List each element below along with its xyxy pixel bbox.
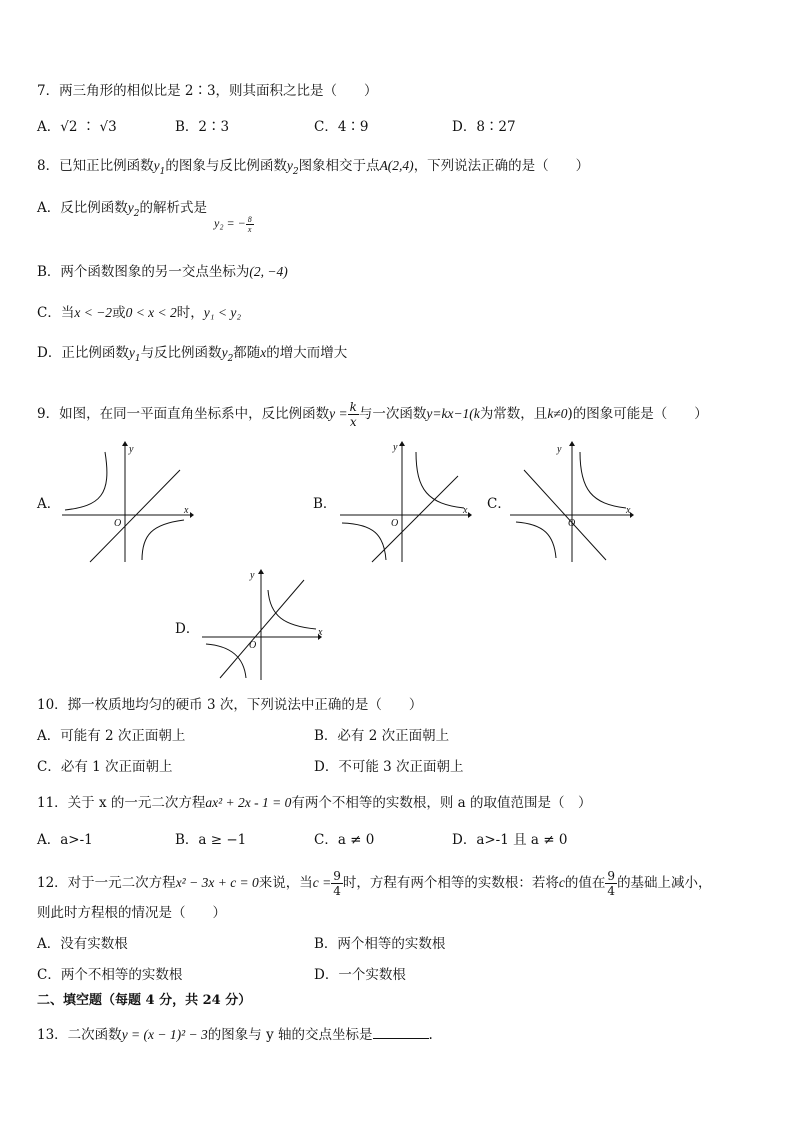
graph-d-hyperbola-lower bbox=[206, 644, 246, 678]
graph-b-line bbox=[372, 476, 458, 562]
q8-option-d-sub2: 2 bbox=[227, 354, 234, 364]
q8-option-d-x: x bbox=[260, 345, 267, 360]
graph-b-y-label: y bbox=[393, 442, 398, 453]
q8-option-d[interactable] bbox=[37, 344, 347, 368]
q9-k: k bbox=[473, 406, 480, 421]
q9-stem-part2: 与一次函数 bbox=[358, 406, 427, 422]
q8-option-c-cond1: x < −2 bbox=[74, 305, 113, 320]
graph-a-hyperbola-lower bbox=[142, 520, 184, 560]
q8-option-c-or: 或 bbox=[112, 305, 126, 321]
q8-stem-part4: ，下列说法正确的是（ ） bbox=[413, 158, 590, 174]
q12-frac-den: 4 bbox=[333, 884, 341, 898]
q8-option-a-tail: 的解析式是 bbox=[139, 200, 207, 216]
q12-c: c bbox=[558, 875, 565, 890]
q9-frac-num: k bbox=[349, 400, 357, 414]
graph-d-y-label: y bbox=[250, 570, 255, 581]
q9-kne: k≠0 bbox=[547, 406, 568, 421]
q7-stem: 7．两三角形的相似比是 2∶3，则其面积之比是（ ） bbox=[37, 83, 378, 99]
q11-equation: ax² + 2x - 1 = 0 bbox=[205, 795, 292, 810]
q8-option-c-when: 时， bbox=[176, 305, 204, 321]
graph-a-y-label: y bbox=[129, 444, 134, 455]
q8-option-a[interactable] bbox=[37, 199, 207, 223]
graph-c-origin: O bbox=[568, 518, 576, 529]
section-2-title: 二、填空题（每题 4 分，共 24 分） bbox=[37, 993, 252, 1008]
q13-answer-blank[interactable] bbox=[373, 1026, 429, 1039]
q7-option-b[interactable]: B．2∶3 bbox=[175, 119, 230, 135]
graph-b-origin: O bbox=[391, 518, 399, 529]
q11-option-a[interactable]: A．a>-1 bbox=[37, 832, 93, 848]
q12-frac-num: 9 bbox=[333, 869, 341, 883]
q10-option-c[interactable]: C．必有 1 次正面朝上 bbox=[37, 759, 173, 775]
q12-stem-part1: 12．对于一元二次方程 bbox=[37, 875, 176, 891]
q8-option-c[interactable] bbox=[37, 304, 241, 322]
q9-frac-den: x bbox=[349, 415, 357, 429]
q12-frac2-num: 9 bbox=[607, 869, 616, 883]
q10-option-d[interactable]: D．不可能 3 次正面朝上 bbox=[314, 759, 464, 775]
q9-stem-part3: 为常数，且 bbox=[479, 406, 548, 422]
q8-formula-lhs: y₂ = − bbox=[214, 216, 246, 230]
q12-stem-part2: 来说，当 bbox=[258, 875, 313, 891]
q9-graph-d[interactable] bbox=[200, 568, 330, 683]
graph-a-y-arrow bbox=[122, 441, 128, 446]
q8-y2-sub: 2 bbox=[292, 167, 299, 177]
q13-stem bbox=[37, 1026, 433, 1044]
graph-c-y-label: y bbox=[557, 444, 562, 455]
q13-stem-end: . bbox=[428, 1027, 433, 1043]
q9-stem bbox=[37, 400, 708, 429]
q9-graph-b[interactable] bbox=[338, 440, 473, 565]
graph-a-x-arrow bbox=[190, 512, 194, 518]
q8-option-d-mid2: 都随 bbox=[233, 345, 261, 361]
q8-y1-sub: 1 bbox=[159, 167, 166, 177]
graph-b-x-arrow bbox=[468, 512, 472, 518]
q8-option-a-text: A．反比例函数 bbox=[37, 200, 128, 216]
graph-b-hyperbola-upper bbox=[416, 452, 464, 508]
q8-option-b-point: (2, −4) bbox=[249, 264, 288, 279]
graph-d-origin: O bbox=[249, 640, 257, 651]
graph-a-x-label: x bbox=[184, 505, 189, 516]
q8-option-d-y1: y bbox=[128, 345, 135, 360]
q9-stem-part1: 9．如图，在同一平面直角坐标系中，反比例函数 bbox=[37, 406, 330, 422]
graph-a-hyperbola-upper bbox=[65, 452, 107, 510]
q8-option-d-sub1: 1 bbox=[134, 354, 141, 364]
q8-option-d-text: D．正比例函数 bbox=[37, 345, 129, 361]
q12-option-c[interactable]: C．两个不相等的实数根 bbox=[37, 967, 183, 983]
q11-option-b[interactable]: B．a ≥ −1 bbox=[175, 832, 247, 848]
q11-stem-part2: 有两个不相等的实数根，则 a 的取值范围是（ ） bbox=[291, 795, 592, 811]
q8-option-d-mid: 与反比例函数 bbox=[140, 345, 222, 361]
q9-label-c[interactable]: C． bbox=[487, 496, 511, 512]
q13-stem-part1: 13．二次函数 bbox=[37, 1027, 122, 1043]
q8-formula-num: 8 bbox=[247, 214, 252, 224]
graph-d-line bbox=[220, 580, 304, 678]
q9-linear: y=kx−1( bbox=[426, 406, 474, 421]
graph-a-origin: O bbox=[114, 518, 122, 529]
q8-y2: y bbox=[286, 158, 293, 173]
graph-a-line bbox=[90, 470, 180, 562]
q11-stem bbox=[37, 794, 592, 812]
q11-stem-part1: 11．关于 x 的一元二次方程 bbox=[37, 795, 206, 811]
q12-stem-line2: 则此时方程根的情况是（ ） bbox=[37, 905, 226, 921]
q8-y1: y bbox=[153, 158, 160, 173]
q8-option-b[interactable] bbox=[37, 263, 288, 281]
q9-stem-part4: )的图象可能是（ ） bbox=[567, 406, 708, 422]
q9-graph-a[interactable] bbox=[60, 440, 195, 565]
q12-stem-part5: 的基础上减小， bbox=[617, 875, 712, 891]
q12-stem-part3: 时，方程有两个相等的实数根：若将 bbox=[342, 875, 559, 891]
q9-label-b[interactable]: B． bbox=[313, 496, 337, 512]
q10-option-a[interactable]: A．可能有 2 次正面朝上 bbox=[37, 728, 186, 744]
q8-option-c-cond2: 0 < x < 2 bbox=[125, 305, 177, 320]
q7-option-a[interactable]: A．√2 ∶ √3 bbox=[37, 119, 117, 135]
graph-c-x-arrow bbox=[630, 512, 634, 518]
q12-equation: x² − 3x + c = 0 bbox=[175, 875, 259, 890]
graph-c-hyperbola-lower bbox=[516, 522, 556, 558]
q9-label-d[interactable]: D． bbox=[175, 621, 200, 637]
q10-option-b[interactable]: B．必有 2 次正面朝上 bbox=[314, 728, 450, 744]
q8-formula-den: x bbox=[247, 224, 252, 234]
q8-option-a-y: y bbox=[127, 200, 134, 215]
q7-option-c[interactable]: C．4∶9 bbox=[314, 119, 369, 135]
q8-option-d-y2: y bbox=[221, 345, 228, 360]
q8-option-c-rel: y₁ < y₂ bbox=[203, 305, 242, 320]
q8-option-b-text: B．两个函数图象的另一交点坐标为 bbox=[37, 264, 250, 280]
q12-frac2-den: 4 bbox=[607, 884, 616, 898]
q10-stem: 10．掷一枚质地均匀的硬币 3 次，下列说法中正确的是（ ） bbox=[37, 697, 423, 713]
q13-stem-part2: 的图象与 y 轴的交点坐标是 bbox=[207, 1027, 373, 1043]
q12-stem bbox=[37, 869, 712, 898]
q7-option-d[interactable]: D．8∶27 bbox=[452, 119, 516, 135]
graph-d-y-arrow bbox=[258, 569, 264, 574]
graph-d-x-label: x bbox=[318, 627, 323, 638]
graph-b-y-arrow bbox=[399, 441, 405, 446]
q8-stem bbox=[37, 157, 589, 181]
q8-option-c-text: C．当 bbox=[37, 305, 75, 321]
graph-c-hyperbola-upper bbox=[580, 452, 626, 508]
graph-d-hyperbola-upper bbox=[268, 590, 316, 629]
q8-point: A(2,4) bbox=[379, 158, 414, 173]
q8-option-d-tail: 的增大而增大 bbox=[266, 345, 348, 361]
q12-c-eq: c = bbox=[312, 875, 332, 890]
q12-option-a[interactable]: A．没有实数根 bbox=[37, 936, 128, 952]
q13-equation: y = (x − 1)² − 3 bbox=[121, 1027, 208, 1042]
q8-option-a-formula bbox=[214, 214, 254, 234]
q11-option-d[interactable]: D．a>-1 且 a ≠ 0 bbox=[452, 832, 568, 848]
q12-option-d[interactable]: D．一个实数根 bbox=[314, 967, 406, 983]
q9-y-eq: y = bbox=[329, 406, 348, 421]
q8-stem-part1: 8．已知正比例函数 bbox=[37, 158, 154, 174]
q12-stem-part4: 的值在 bbox=[564, 875, 606, 891]
graph-b-x-label: x bbox=[463, 505, 468, 516]
q8-option-a-sub: 2 bbox=[133, 209, 140, 219]
graph-c-y-arrow bbox=[569, 441, 575, 446]
q8-stem-part3: 图象相交于点 bbox=[298, 158, 380, 174]
q9-graph-c[interactable] bbox=[508, 440, 643, 565]
q8-stem-part2: 的图象与反比例函数 bbox=[165, 158, 287, 174]
graph-c-x-label: x bbox=[626, 505, 631, 516]
q11-option-c[interactable]: C．a ≠ 0 bbox=[314, 832, 375, 848]
q9-label-a[interactable]: A． bbox=[37, 496, 61, 512]
q12-option-b[interactable]: B．两个相等的实数根 bbox=[314, 936, 446, 952]
